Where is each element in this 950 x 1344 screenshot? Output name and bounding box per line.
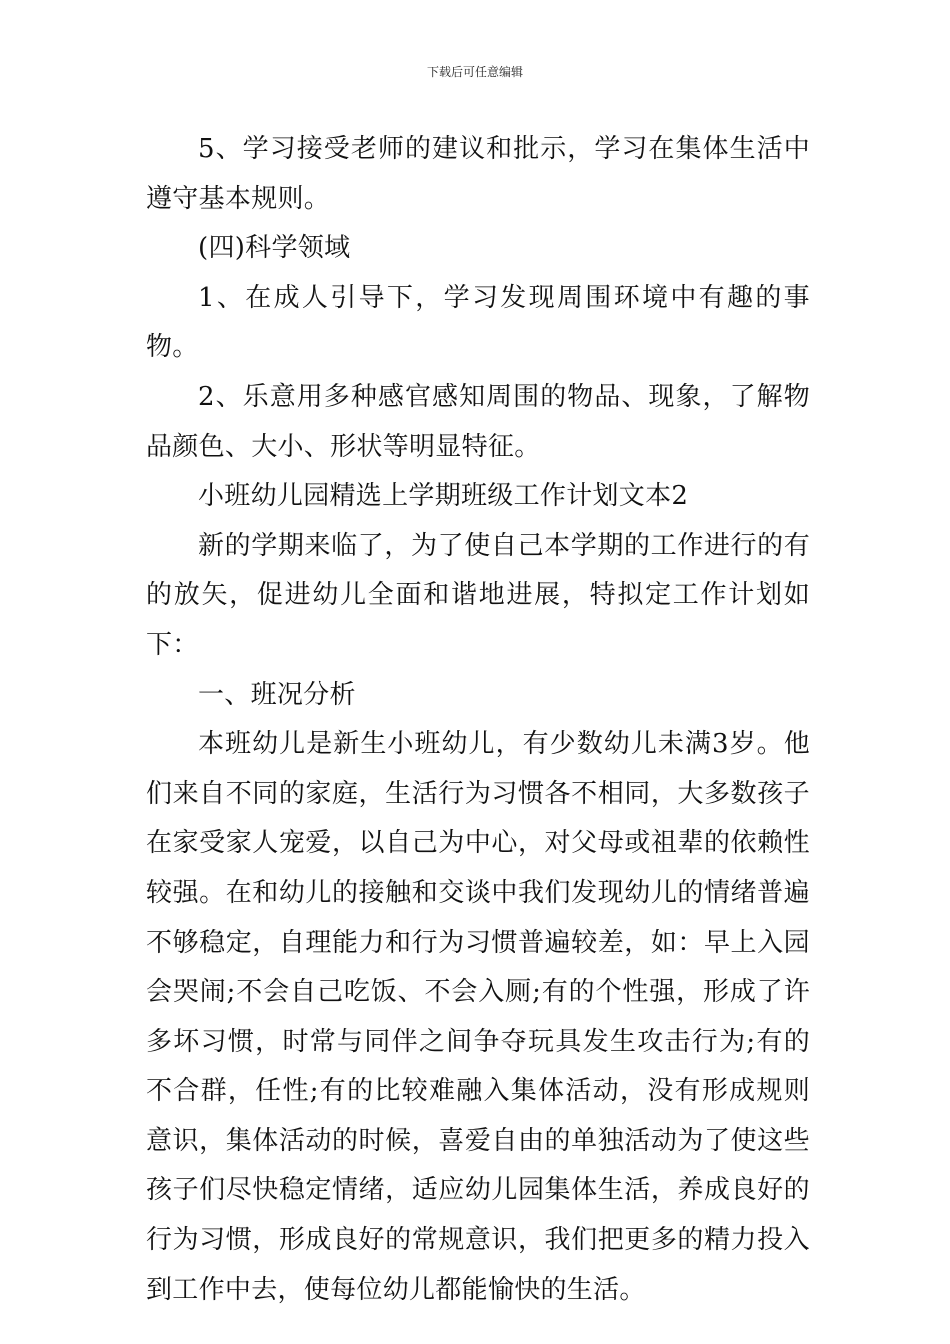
paragraph-class-analysis: 本班幼儿是新生小班幼儿，有少数幼儿未满3岁。他们来自不同的家庭，生活行为习惯各不相同，大多数孩子在家受家人宠爱，以自己为中心，对父母或祖辈的依赖性较强。在和幼儿的接触和交谈中我们发现幼儿的情绪普遍不够稳定，自理能力和行为习惯普遍较差，如：早上入园会哭闹;不会自己吃饭、不会入厕;有的个性强，形成了许多坏习惯，时常与同伴之间争夺玩具发生攻击行为;有的不合群，任性;有的比较难融入集体活动，没有形成规则意识，集体活动的时候，喜爱自由的单独活动为了使这些孩子们尽快稳定情绪，适应幼儿园集体生活，养成良好的行为习惯，形成良好的常规意识，我们把更多的精力投入到工作中去，使每位幼儿都能愉快的生活。 [146, 729, 810, 1305]
paragraph-science-item-1: 1、在成人引导下，学习发现周围环境中有趣的事物。 [146, 282, 810, 363]
section-heading-class-analysis: 一、班况分析 [198, 679, 356, 710]
section-heading-science: (四)科学领域 [198, 233, 351, 264]
document-subtitle: 小班幼儿园精选上学期班级工作计划文本2 [198, 481, 689, 512]
page-header-note: 下载后可任意编辑 [426, 65, 523, 79]
document-body [146, 125, 810, 1315]
paragraph-social-item-5: 5、学习接受老师的建议和批示，学习在集体生活中遵守基本规则。 [146, 134, 810, 214]
paragraph-intro: 新的学期来临了，为了使自己本学期的工作进行的有的放矢，促进幼儿全面和谐地进展，特拟定工作计划如下： [146, 530, 810, 660]
paragraph-science-item-2: 2、乐意用多种感官感知周围的物品、现象，了解物品颜色、大小、形状等明显特征。 [146, 381, 810, 462]
